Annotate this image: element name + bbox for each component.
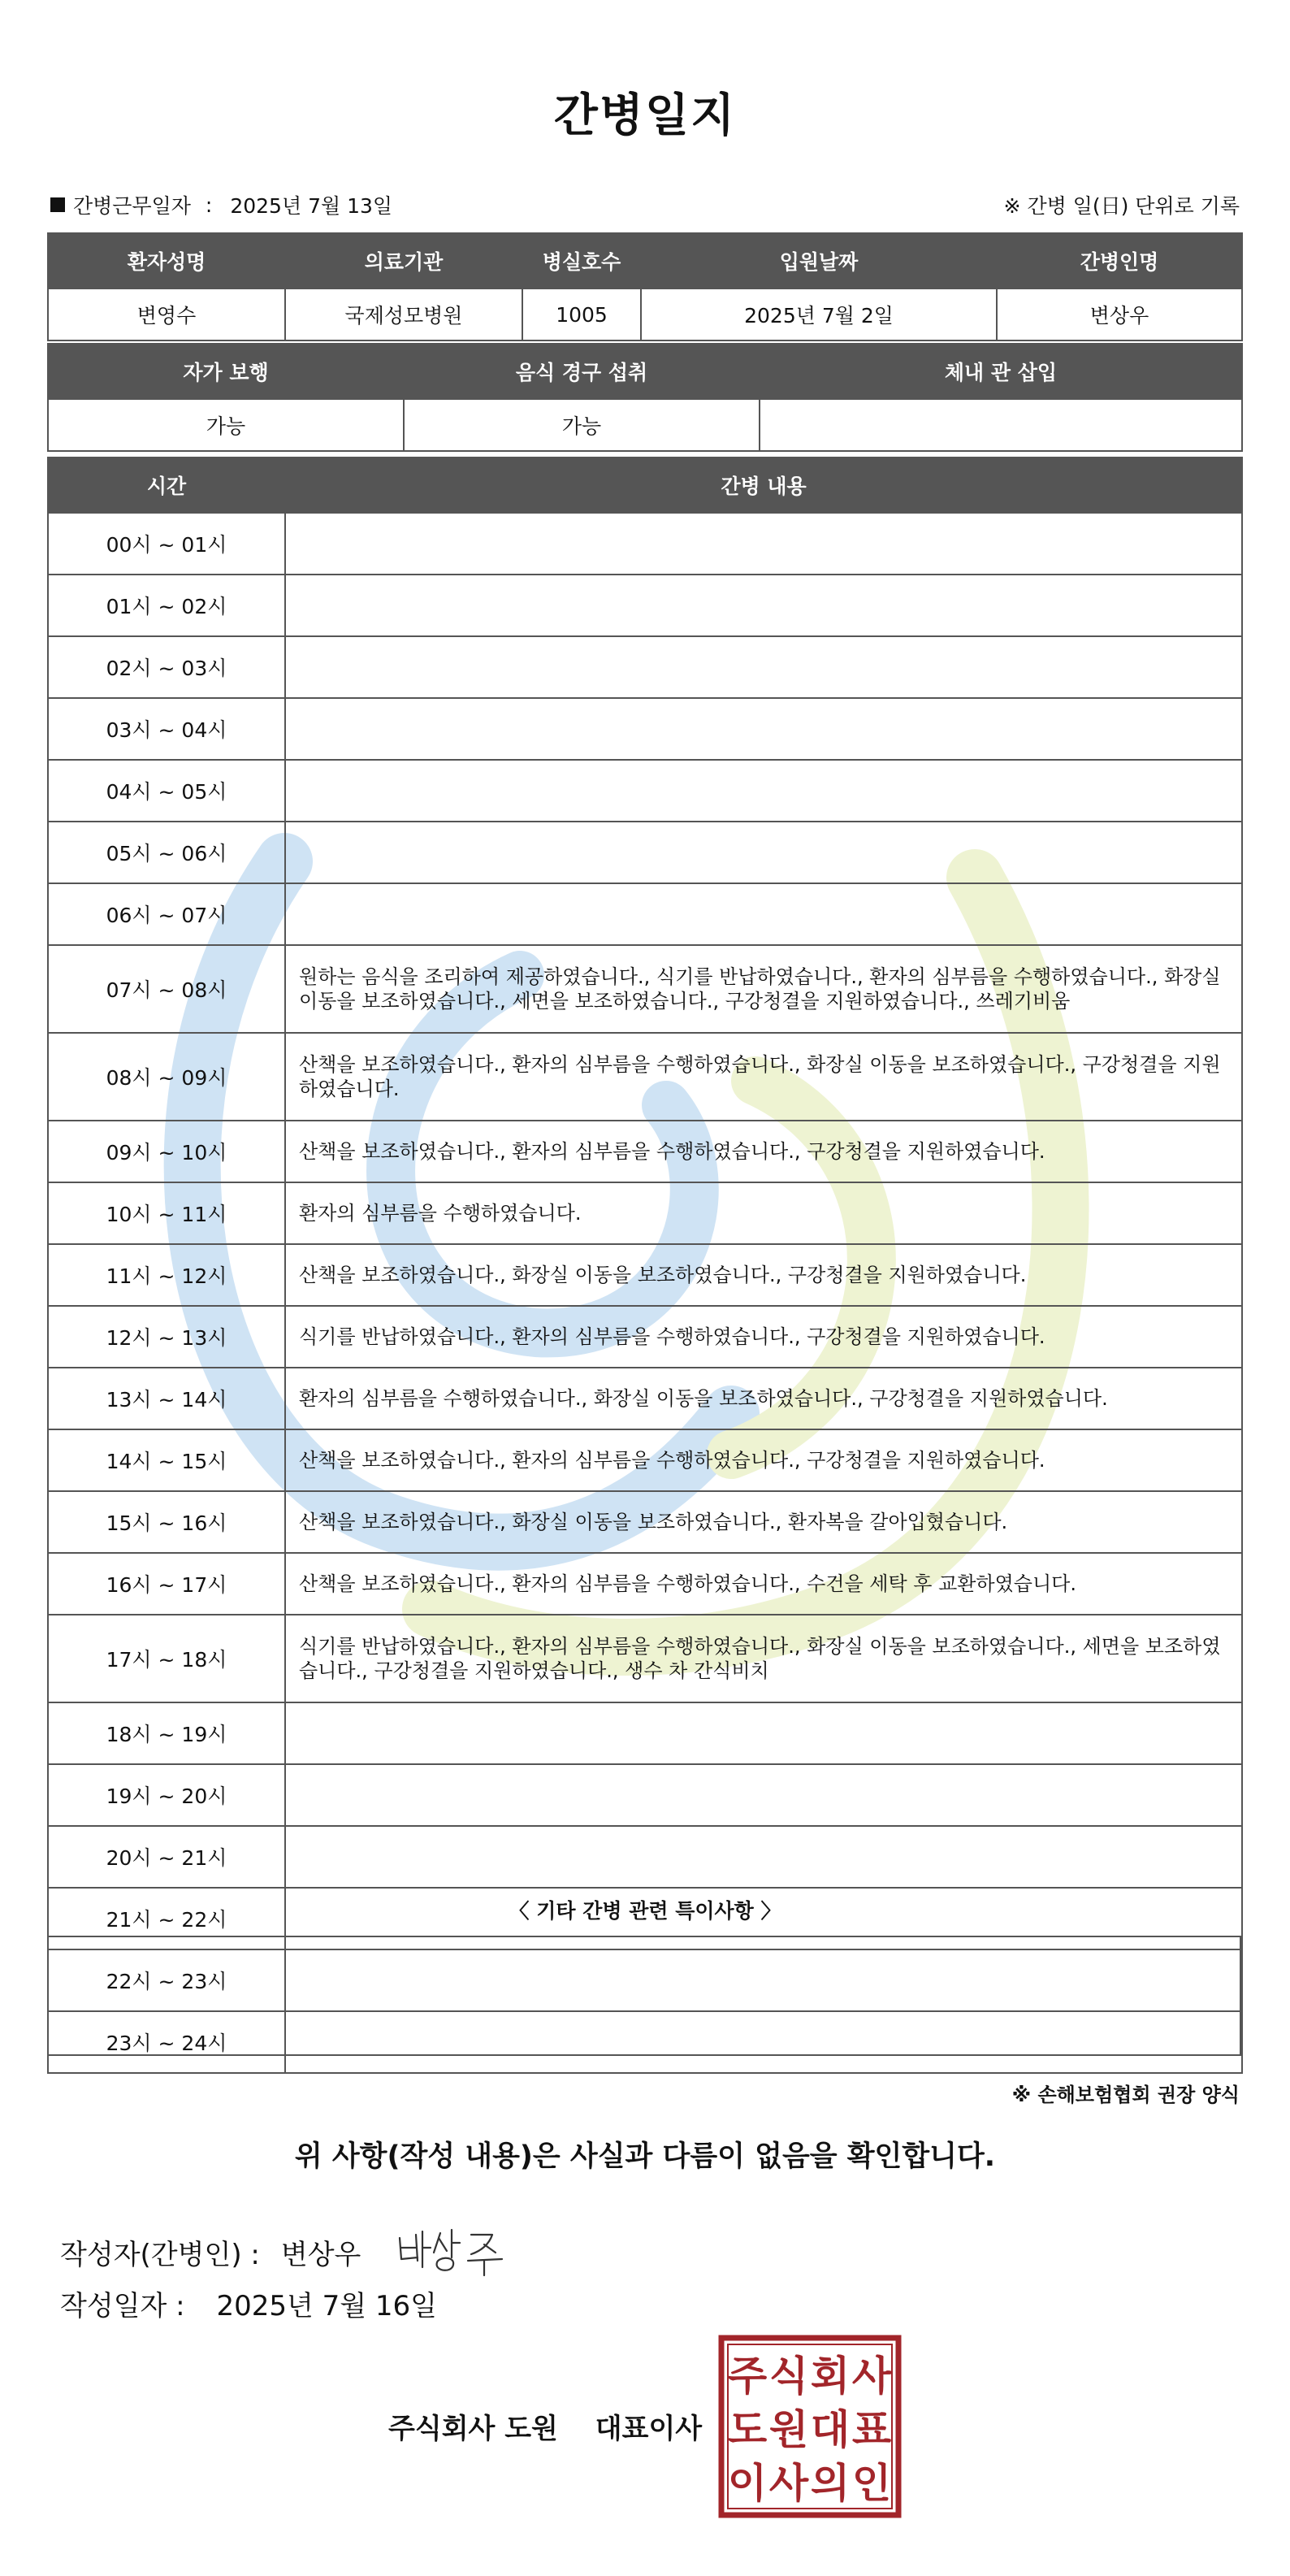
time-slot-cell: 23시 ~ 24시 — [48, 2011, 285, 2073]
care-content-cell: 식기를 반납하였습니다., 환자의 심부름을 수행하였습니다., 구강청결을 지원하였습니다. — [285, 1306, 1242, 1368]
time-slot-cell: 00시 ~ 01시 — [48, 513, 285, 575]
time-slot-cell: 11시 ~ 12시 — [48, 1244, 285, 1306]
time-slot-cell: 10시 ~ 11시 — [48, 1182, 285, 1244]
time-slot-cell: 13시 ~ 14시 — [48, 1368, 285, 1429]
time-slot-cell: 12시 ~ 13시 — [48, 1306, 285, 1368]
bullet-square-icon — [50, 197, 65, 212]
care-content-cell — [285, 760, 1242, 822]
care-content-cell — [285, 822, 1242, 883]
table-row — [48, 1244, 1242, 1306]
form-note: ※ 손해보험협회 권장 양식 — [1011, 2084, 1240, 2106]
time-slot-cell: 22시 ~ 23시 — [48, 1949, 285, 2011]
patient-name-cell: 변영수 — [48, 288, 285, 340]
time-slot-cell: 04시 ~ 05시 — [48, 760, 285, 822]
time-slot-cell: 08시 ~ 09시 — [48, 1033, 285, 1121]
header-time: 시간 — [48, 458, 285, 513]
care-content-cell: 산책을 보조하였습니다., 환자의 심부름을 수행하였습니다., 화장실 이동을 보조하였습니다., 구강청결을 지원하였습니다. — [285, 1033, 1242, 1121]
status-header-row — [48, 344, 1242, 399]
care-content-cell: 산책을 보조하였습니다., 환자의 심부름을 수행하였습니다., 수건을 세탁 후 교환하였습니다. — [285, 1553, 1242, 1615]
care-content-cell: 산책을 보조하였습니다., 환자의 심부름을 수행하였습니다., 구강청결을 지원하였습니다. — [285, 1429, 1242, 1491]
table-row — [48, 1121, 1242, 1182]
time-slot-cell: 17시 ~ 18시 — [48, 1615, 285, 1702]
write-date-value: 2025년 7월 16일 — [216, 2290, 438, 2322]
header-hospital: 의료기관 — [285, 233, 522, 288]
company-line — [388, 2406, 702, 2446]
header-caregiver-name: 간병인명 — [997, 233, 1242, 288]
care-content-cell: 산책을 보조하였습니다., 화장실 이동을 보조하였습니다., 구강청결을 지원하였습니다. — [285, 1244, 1242, 1306]
table-row — [48, 1826, 1242, 1888]
care-content-cell — [285, 883, 1242, 945]
seal-glyph: 회 — [810, 2353, 851, 2400]
table-row — [48, 1764, 1242, 1826]
seal-glyph: 표 — [851, 2406, 892, 2453]
seal-glyph: 원 — [768, 2406, 809, 2453]
table-row — [48, 883, 1242, 945]
time-slot-cell: 01시 ~ 02시 — [48, 575, 285, 636]
table-row — [48, 575, 1242, 636]
seal-glyph: 식 — [768, 2353, 809, 2400]
table-row — [48, 1553, 1242, 1615]
work-date-label: 간병근무일자 — [73, 194, 191, 218]
writer-line — [60, 2223, 523, 2280]
header-care-content: 간병 내용 — [285, 458, 1242, 513]
seal-glyph: 의 — [810, 2460, 851, 2507]
header-patient-name: 환자성명 — [48, 233, 285, 288]
table-row — [48, 513, 1242, 575]
company-name: 주식회사 도원 — [388, 2413, 558, 2445]
admission-date-cell: 2025년 7월 2일 — [641, 288, 997, 340]
time-slot-cell: 02시 ~ 03시 — [48, 636, 285, 698]
care-content-cell: 산책을 보조하였습니다., 화장실 이동을 보조하였습니다., 환자복을 갈아입혔습니다. — [285, 1491, 1242, 1553]
header-oral-intake: 음식 경구 섭취 — [404, 344, 760, 399]
care-content-cell — [285, 1764, 1242, 1826]
write-date-label: 작성일자 : — [60, 2290, 185, 2322]
time-slot-cell: 21시 ~ 22시 — [48, 1888, 285, 1949]
care-content-cell — [285, 636, 1242, 698]
table-row — [48, 1182, 1242, 1244]
care-content-cell — [285, 1826, 1242, 1888]
care-log-table — [47, 457, 1243, 2074]
care-content-cell: 산책을 보조하였습니다., 환자의 심부름을 수행하였습니다., 구강청결을 지원하였습니다. — [285, 1121, 1242, 1182]
tube-insertion-cell — [760, 399, 1242, 451]
care-content-cell: 식기를 반납하였습니다., 환자의 심부름을 수행하였습니다., 화장실 이동을 보조하였습니다., 세면을 보조하였습니다., 구강청결을 지원하였습니다., 생수 차 간식비치 — [285, 1615, 1242, 1702]
work-date-separator: : — [205, 193, 213, 217]
time-slot-cell: 07시 ~ 08시 — [48, 945, 285, 1033]
table-row — [48, 1702, 1242, 1764]
table-row — [48, 1429, 1242, 1491]
seal-glyph: 대 — [810, 2406, 851, 2453]
writer-name: 변상우 — [280, 2238, 361, 2271]
table-row — [48, 1306, 1242, 1368]
seal-glyph: 주 — [727, 2353, 768, 2400]
care-log-body — [48, 513, 1242, 2073]
patient-info-value-row — [48, 288, 1242, 340]
patient-info-header-row — [48, 233, 1242, 288]
special-notes-title: 〈 기타 간병 관련 특이사항 〉 — [509, 1899, 781, 1923]
table-row — [48, 1491, 1242, 1553]
record-note: ※ 간병 일(日) 단위로 기록 — [1003, 194, 1240, 218]
table-row — [48, 636, 1242, 698]
representative-title: 대표이사 — [595, 2413, 703, 2445]
work-date-line — [50, 190, 392, 219]
time-slot-cell: 18시 ~ 19시 — [48, 1702, 285, 1764]
time-slot-cell: 16시 ~ 17시 — [48, 1553, 285, 1615]
time-slot-cell: 05시 ~ 06시 — [48, 822, 285, 883]
care-content-cell: 환자의 심부름을 수행하였습니다., 화장실 이동을 보조하였습니다., 구강청결을 지원하였습니다. — [285, 1368, 1242, 1429]
header-admission-date: 입원날짜 — [641, 233, 997, 288]
time-slot-cell: 03시 ~ 04시 — [48, 698, 285, 760]
time-slot-cell: 09시 ~ 10시 — [48, 1121, 285, 1182]
table-row — [48, 698, 1242, 760]
table-row — [48, 945, 1242, 1033]
time-slot-cell: 20시 ~ 21시 — [48, 1826, 285, 1888]
write-date-line — [60, 2283, 437, 2323]
caregiver-name-cell: 변상우 — [997, 288, 1242, 340]
confirmation-statement: 위 사항(작성 내용)은 사실과 다름이 없음을 확인합니다. — [294, 2140, 996, 2173]
seal-glyph: 사 — [768, 2460, 809, 2507]
time-slot-cell: 15시 ~ 16시 — [48, 1491, 285, 1553]
table-row — [48, 1615, 1242, 1702]
seal-glyph: 이 — [727, 2460, 768, 2507]
patient-status-table — [47, 343, 1243, 452]
oral-intake-cell: 가능 — [404, 399, 760, 451]
company-seal-stamp — [718, 2335, 902, 2518]
time-slot-cell: 19시 ~ 20시 — [48, 1764, 285, 1826]
table-row — [48, 822, 1242, 883]
care-content-cell — [285, 698, 1242, 760]
care-content-cell: 원하는 음식을 조리하여 제공하였습니다., 식기를 반납하였습니다., 환자의 심부름을 수행하였습니다., 화장실 이동을 보조하였습니다., 세면을 보조하였습니다., 구강청결을 지원하였습니다., 쓰레기비움 — [285, 945, 1242, 1033]
care-content-cell — [285, 1702, 1242, 1764]
hospital-cell: 국제성모병원 — [285, 288, 522, 340]
patient-info-table — [47, 232, 1243, 341]
handwritten-signature — [393, 2223, 523, 2280]
time-slot-cell: 14시 ~ 15시 — [48, 1429, 285, 1491]
care-content-cell — [285, 513, 1242, 575]
room-number-cell: 1005 — [522, 288, 641, 340]
seal-glyph: 도 — [727, 2406, 768, 2453]
care-log-header-row — [48, 458, 1242, 513]
time-slot-cell: 06시 ~ 07시 — [48, 883, 285, 945]
care-content-cell — [285, 575, 1242, 636]
seal-glyph: 인 — [851, 2460, 892, 2507]
seal-glyph: 사 — [851, 2353, 892, 2400]
document-title: 간병일지 — [553, 89, 737, 142]
table-row — [48, 760, 1242, 822]
header-self-walking: 자가 보행 — [48, 344, 404, 399]
writer-label: 작성자(간병인) : — [60, 2238, 260, 2271]
table-row — [48, 1033, 1242, 1121]
status-value-row — [48, 399, 1242, 451]
self-walking-cell: 가능 — [48, 399, 404, 451]
special-notes-box — [47, 1936, 1241, 2056]
table-row — [48, 1368, 1242, 1429]
care-content-cell: 환자의 심부름을 수행하였습니다. — [285, 1182, 1242, 1244]
work-date-value: 2025년 7월 13일 — [230, 194, 393, 218]
header-room-number: 병실호수 — [522, 233, 641, 288]
header-tube-insertion: 체내 관 삽입 — [760, 344, 1242, 399]
